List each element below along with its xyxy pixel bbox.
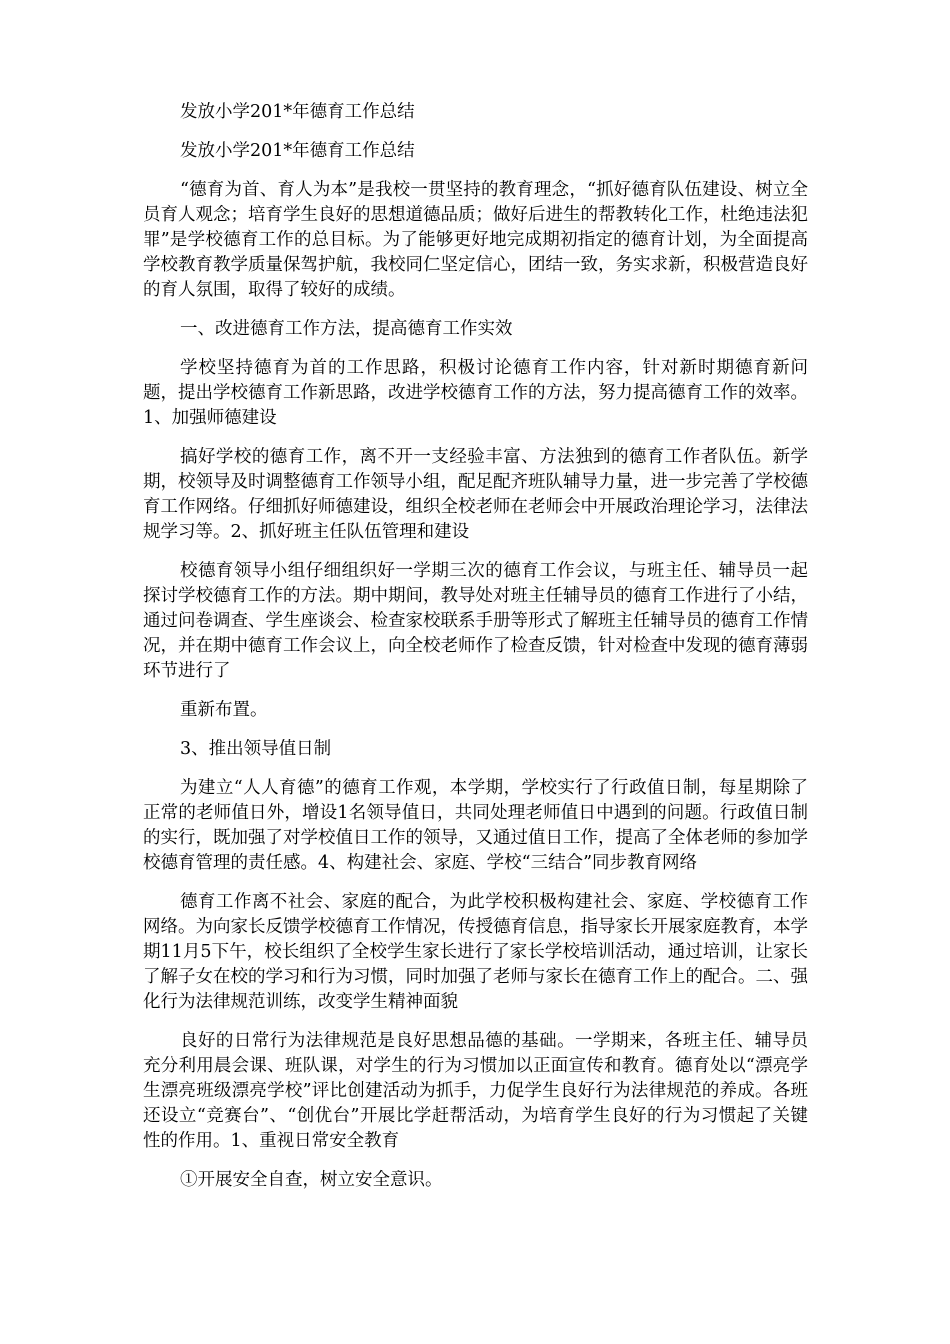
- subsection-heading-3: 3、推出领导值日制: [180, 739, 332, 759]
- document-subtitle: 发放小学201*年德育工作总结: [180, 141, 415, 161]
- paragraph: ①开展安全自查，树立安全意识。: [180, 1170, 443, 1190]
- paragraph: 为建立“人人育德”的德育工作观，本学期，学校实行了行政值日制，每星期除了正常的老师值日外，增设1名领导值日，共同处理老师值日中遇到的问题。行政值日制的实行，既加强了对学校值日工作的领导，又通过值日工作，提高了全体老师的参加学校德育管理的责任感。4、构建社会、家庭、学校“三结合”同步教育网络: [143, 778, 808, 873]
- document-page: [143, 100, 808, 1207]
- section-heading-1: 一、改进德育工作方法，提高德育工作实效: [180, 319, 513, 339]
- paragraph: 搞好学校的德育工作，离不开一支经验丰富、方法独到的德育工作者队伍。新学期，校领导及时调整德育工作领导小组，配足配齐班队辅导力量，进一步完善了学校德育工作网络。仔细抓好师德建设，组织全校老师在老师会中开展政治理论学习，法律法规学习等。2、抓好班主任队伍管理和建设: [143, 447, 808, 542]
- paragraph: 德育工作离不社会、家庭的配合，为此学校积极构建社会、家庭、学校德育工作网络。为向家长反馈学校德育工作情况，传授德育信息，指导家长开展家庭教育，本学期11月5下午，校长组织了全校学生家长进行了家长学校培训活动，通过培训，让家长了解子女在校的学习和行为习惯，同时加强了老师与家长在德育工作上的配合。二、强化行为法律规范训练，改变学生精神面貌: [143, 892, 808, 1012]
- paragraph: 良好的日常行为法律规范是良好思想品德的基础。一学期来，各班主任、辅导员充分利用晨会课、班队课，对学生的行为习惯加以正面宣传和教育。德育处以“漂亮学生漂亮班级漂亮学校”评比创建活动为抓手，力促学生良好行为法律规范的养成。各班还设立“竞赛台”、“创优台”开展比学赶帮活动，为培育学生良好的行为习惯起了关键性的作用。1、重视日常安全教育: [143, 1031, 808, 1151]
- paragraph: 学校坚持德育为首的工作思路，积极讨论德育工作内容，针对新时期德育新问题，提出学校德育工作新思路，改进学校德育工作的方法，努力提高德育工作的效率。1、加强师德建设: [143, 358, 808, 428]
- paragraph-intro: “德育为首、育人为本”是我校一贯坚持的教育理念，“抓好德育队伍建设、树立全员育人观念；培育学生良好的思想道德品质；做好后进生的帮教转化工作，杜绝违法犯罪”是学校德育工作的总目标。为了能够更好地完成期初指定的德育计划，为全面提高学校教育教学质量保驾护航，我校同仁坚定信心，团结一致，务实求新，积极营造良好的育人氛围，取得了较好的成绩。: [143, 180, 808, 300]
- paragraph: 校德育领导小组仔细组织好一学期三次的德育工作会议，与班主任、辅导员一起探讨学校德育工作的方法。期中期间，教导处对班主任辅导员的德育工作进行了小结，通过问卷调查、学生座谈会、检查家校联系手册等形式了解班主任辅导员的德育工作情况，并在期中德育工作会议上，向全校老师作了检查反馈，针对检查中发现的德育薄弱环节进行了: [143, 561, 808, 681]
- paragraph: 重新布置。: [180, 700, 268, 720]
- document-title: 发放小学201*年德育工作总结: [180, 102, 415, 122]
